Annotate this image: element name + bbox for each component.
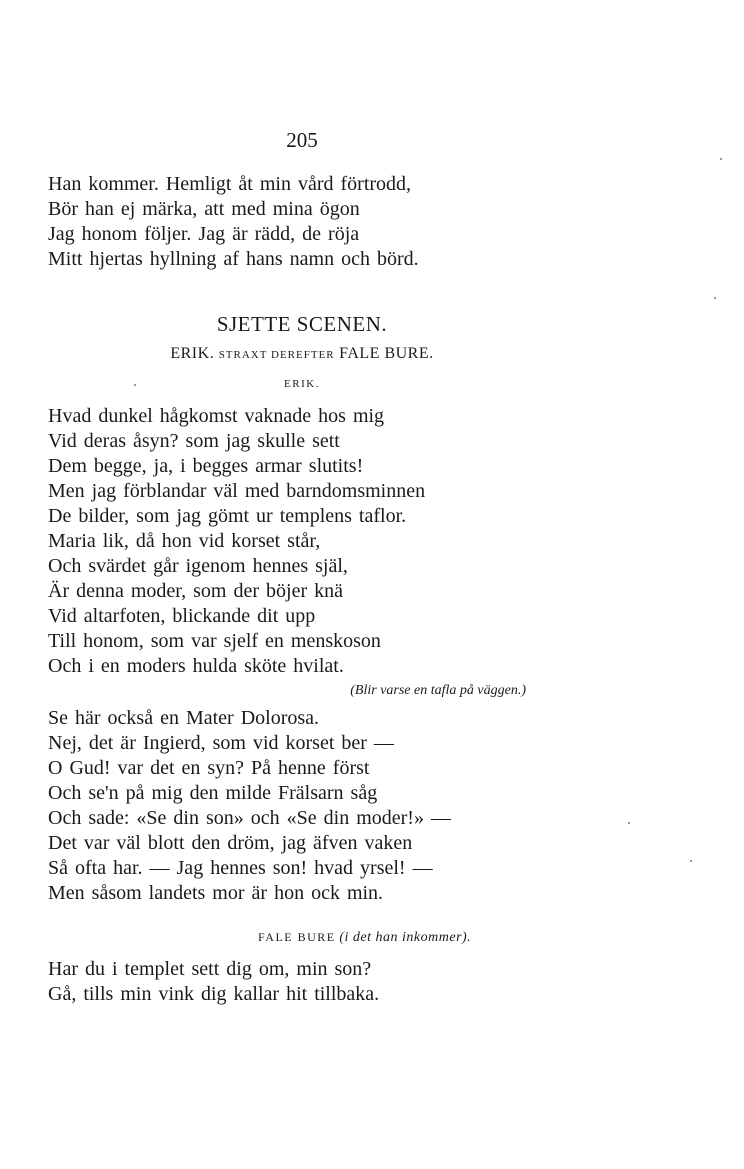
verse-line: Jag honom följer. Jag är rädd, de röja (48, 223, 360, 245)
verse-line: Vid altarfoten, blickande dit upp (48, 605, 316, 627)
verse-line: Det var väl blott den dröm, jag äfven vaken (48, 832, 413, 854)
verse-block-1 (48, 172, 419, 272)
verse-line: Så ofta har. — Jag hennes son! hvad yrsel! — (48, 857, 433, 879)
verse-line: Och i en moders hulda sköte hvilat. (48, 655, 344, 677)
character-erik: ERIK. (170, 345, 215, 362)
verse-line: Till honom, som var sjelf en menskoson (48, 630, 381, 652)
verse-block-4 (48, 957, 379, 1007)
verse-line: Mitt hjertas hyllning af hans namn och börd. (48, 248, 419, 270)
verse-line: Men jag förblandar väl med barndomsminnen (48, 480, 426, 502)
verse-line: Hvad dunkel hågkomst vaknade hos mig (48, 405, 385, 427)
verse-line: Nej, det är Ingierd, som vid korset ber — (48, 732, 394, 754)
print-speck (714, 297, 716, 299)
verse-block-2 (48, 404, 425, 679)
verse-line: De bilder, som jag gömt ur templens taflor. (48, 505, 407, 527)
print-speck (720, 158, 722, 160)
speaker-label-erik: ERIK. (284, 378, 320, 390)
print-speck (134, 384, 136, 386)
verse-line: Dem begge, ja, i begges armar slutits! (48, 455, 364, 477)
speaker-label-fale-bure (258, 929, 471, 946)
verse-line: Har du i templet sett dig om, min son? (48, 958, 372, 980)
verse-line: Är denna moder, som der böjer knä (48, 580, 343, 602)
verse-line: Men såsom landets mor är hon ock min. (48, 882, 384, 904)
verse-line: Och svärdet går igenom hennes själ, (48, 555, 348, 577)
print-speck (690, 860, 692, 862)
verse-line: Och se'n på mig den milde Frälsarn såg (48, 782, 378, 804)
scene-characters (0, 345, 604, 363)
verse-line: Maria lik, då hon vid korset står, (48, 530, 321, 552)
print-speck (628, 822, 630, 824)
verse-line: O Gud! var det en syn? På henne först (48, 757, 370, 779)
verse-line: Han kommer. Hemligt åt min vård förtrodd, (48, 173, 412, 195)
page-number: 205 (286, 128, 318, 152)
stage-direction: (Blir varse en tafla på väggen.) (350, 683, 526, 698)
verse-line: Gå, tills min vink dig kallar hit tillbaka. (48, 983, 380, 1005)
speaker-name: FALE BURE (258, 930, 336, 944)
scene-title: SJETTE SCENEN. (216, 312, 388, 336)
stage-note: STRAXT DEREFTER (218, 349, 335, 361)
character-fale-bure: FALE BURE. (339, 345, 434, 362)
speaker-direction: (i det han inkommer). (339, 930, 472, 945)
verse-block-3 (48, 706, 451, 906)
verse-line: Och sade: «Se din son» och «Se din moder!» — (48, 807, 451, 829)
verse-line: Se här också en Mater Dolorosa. (48, 707, 320, 729)
verse-line: Bör han ej märka, att med mina ögon (48, 198, 360, 220)
verse-line: Vid deras åsyn? som jag skulle sett (48, 430, 340, 452)
